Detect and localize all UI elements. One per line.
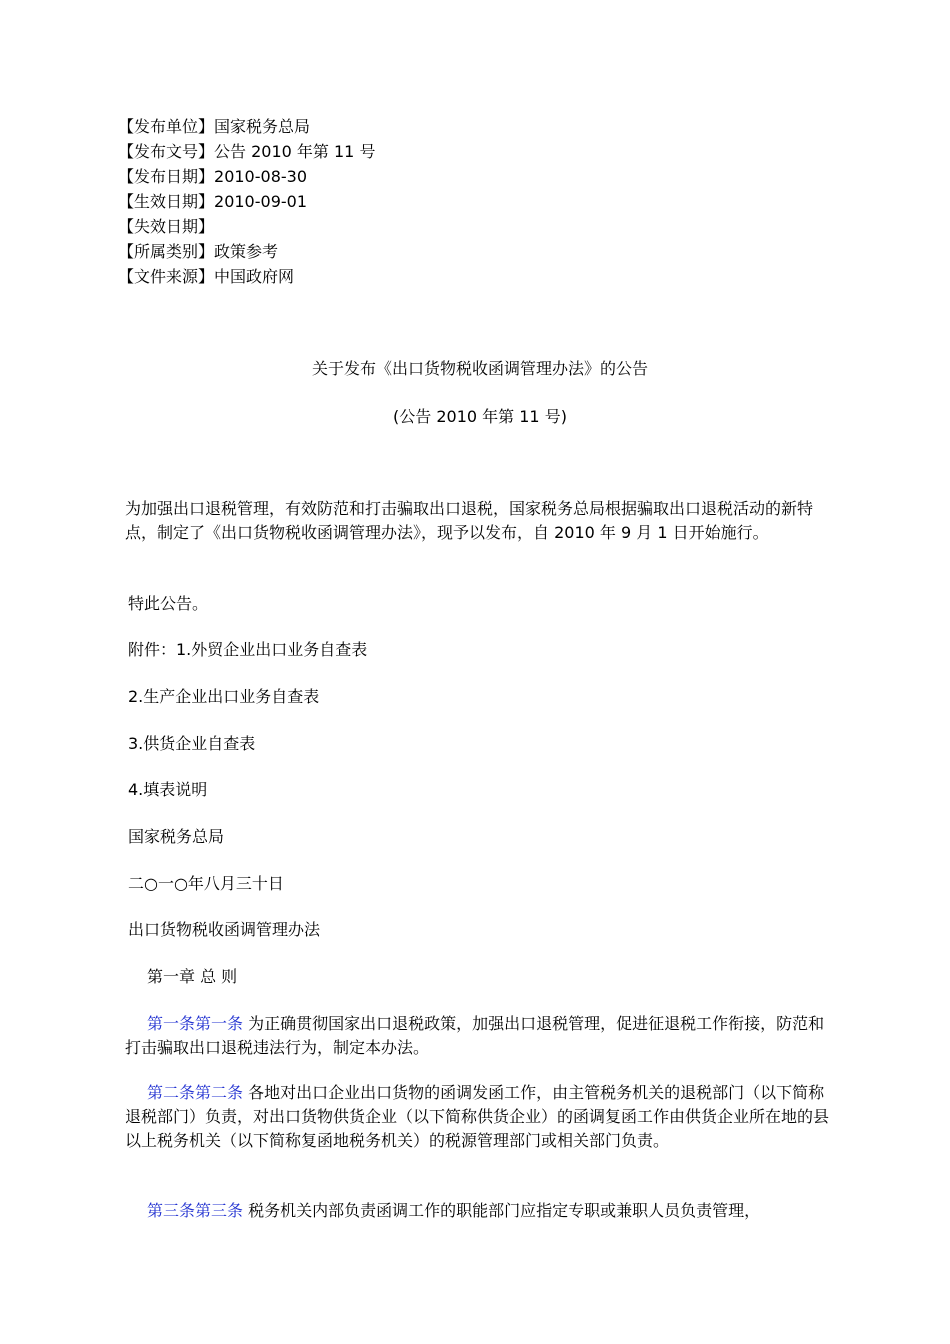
attachment-3: 3.供货企业自查表 [128, 734, 256, 753]
article-3-label: 第三条第三条 [147, 1201, 244, 1220]
article-3 [125, 1199, 835, 1223]
meta-value: 公告 2010 年第 11 号 [214, 142, 376, 161]
meta-label: 【生效日期】 [118, 192, 215, 211]
meta-effective-date [118, 189, 518, 214]
meta-value: 中国政府网 [214, 267, 295, 286]
article-2 [125, 1081, 835, 1153]
document-subtitle: (公告 2010 年第 11 号) [393, 407, 567, 426]
attachment-1: 附件：1.外贸企业出口业务自查表 [128, 640, 368, 659]
meta-value: 2010-08-30 [214, 167, 307, 186]
metadata-block [118, 114, 518, 289]
article-2-label: 第二条第二条 [147, 1083, 244, 1102]
article-2-text: 各地对出口企业出口货物的函调发函工作，由主管税务机关的退税部门（以下简称退税部门）负责，对出口货物供货企业（以下简称供货企业）的函调复函工作由供货企业所在地的县以上税务机关（以下简称复函地税务机关）的税源管理部门或相关部门负责。 [125, 1083, 830, 1150]
meta-label: 【发布文号】 [118, 142, 215, 161]
meta-value: 国家税务总局 [214, 117, 311, 136]
meta-label: 【失效日期】 [118, 217, 215, 236]
attachment-4: 4.填表说明 [128, 780, 208, 799]
meta-value: 2010-09-01 [214, 192, 307, 211]
meta-issue-date [118, 164, 518, 189]
meta-expiry-date [118, 214, 518, 239]
intro-paragraph: 为加强出口退税管理，有效防范和打击骗取出口退税，国家税务总局根据骗取出口退税活动的新特点，制定了《出口货物税收函调管理办法》，现予以发布，自 2010 年 9 月 1 日开始施行。 [125, 499, 814, 542]
meta-label: 【发布日期】 [118, 167, 215, 186]
chapter-heading: 第一章 总 则 [147, 967, 238, 986]
signature-agency: 国家税务总局 [128, 827, 225, 846]
meta-label: 【文件来源】 [118, 267, 215, 286]
article-1-text: 为正确贯彻国家出口退税政策，加强出口退税管理，促进征退税工作衔接，防范和打击骗取出口退税违法行为，制定本办法。 [125, 1014, 825, 1057]
document-title: 关于发布《出口货物税收函调管理办法》的公告 [311, 359, 648, 378]
article-3-text: 税务机关内部负责函调工作的职能部门应指定专职或兼职人员负责管理， [243, 1201, 761, 1220]
article-1 [125, 1012, 835, 1060]
meta-document-number [118, 139, 518, 164]
meta-category [118, 239, 518, 264]
meta-label: 【所属类别】 [118, 242, 215, 261]
meta-issuer [118, 114, 518, 139]
signature-date: 二○一○年八月三十日 [128, 874, 284, 893]
article-1-label: 第一条第一条 [147, 1014, 244, 1033]
notice-text: 特此公告。 [128, 594, 209, 613]
meta-source [118, 264, 518, 289]
meta-value: 政策参考 [214, 242, 279, 261]
attachment-2: 2.生产企业出口业务自查表 [128, 687, 320, 706]
meta-label: 【发布单位】 [118, 117, 215, 136]
measures-title: 出口货物税收函调管理办法 [128, 920, 321, 939]
